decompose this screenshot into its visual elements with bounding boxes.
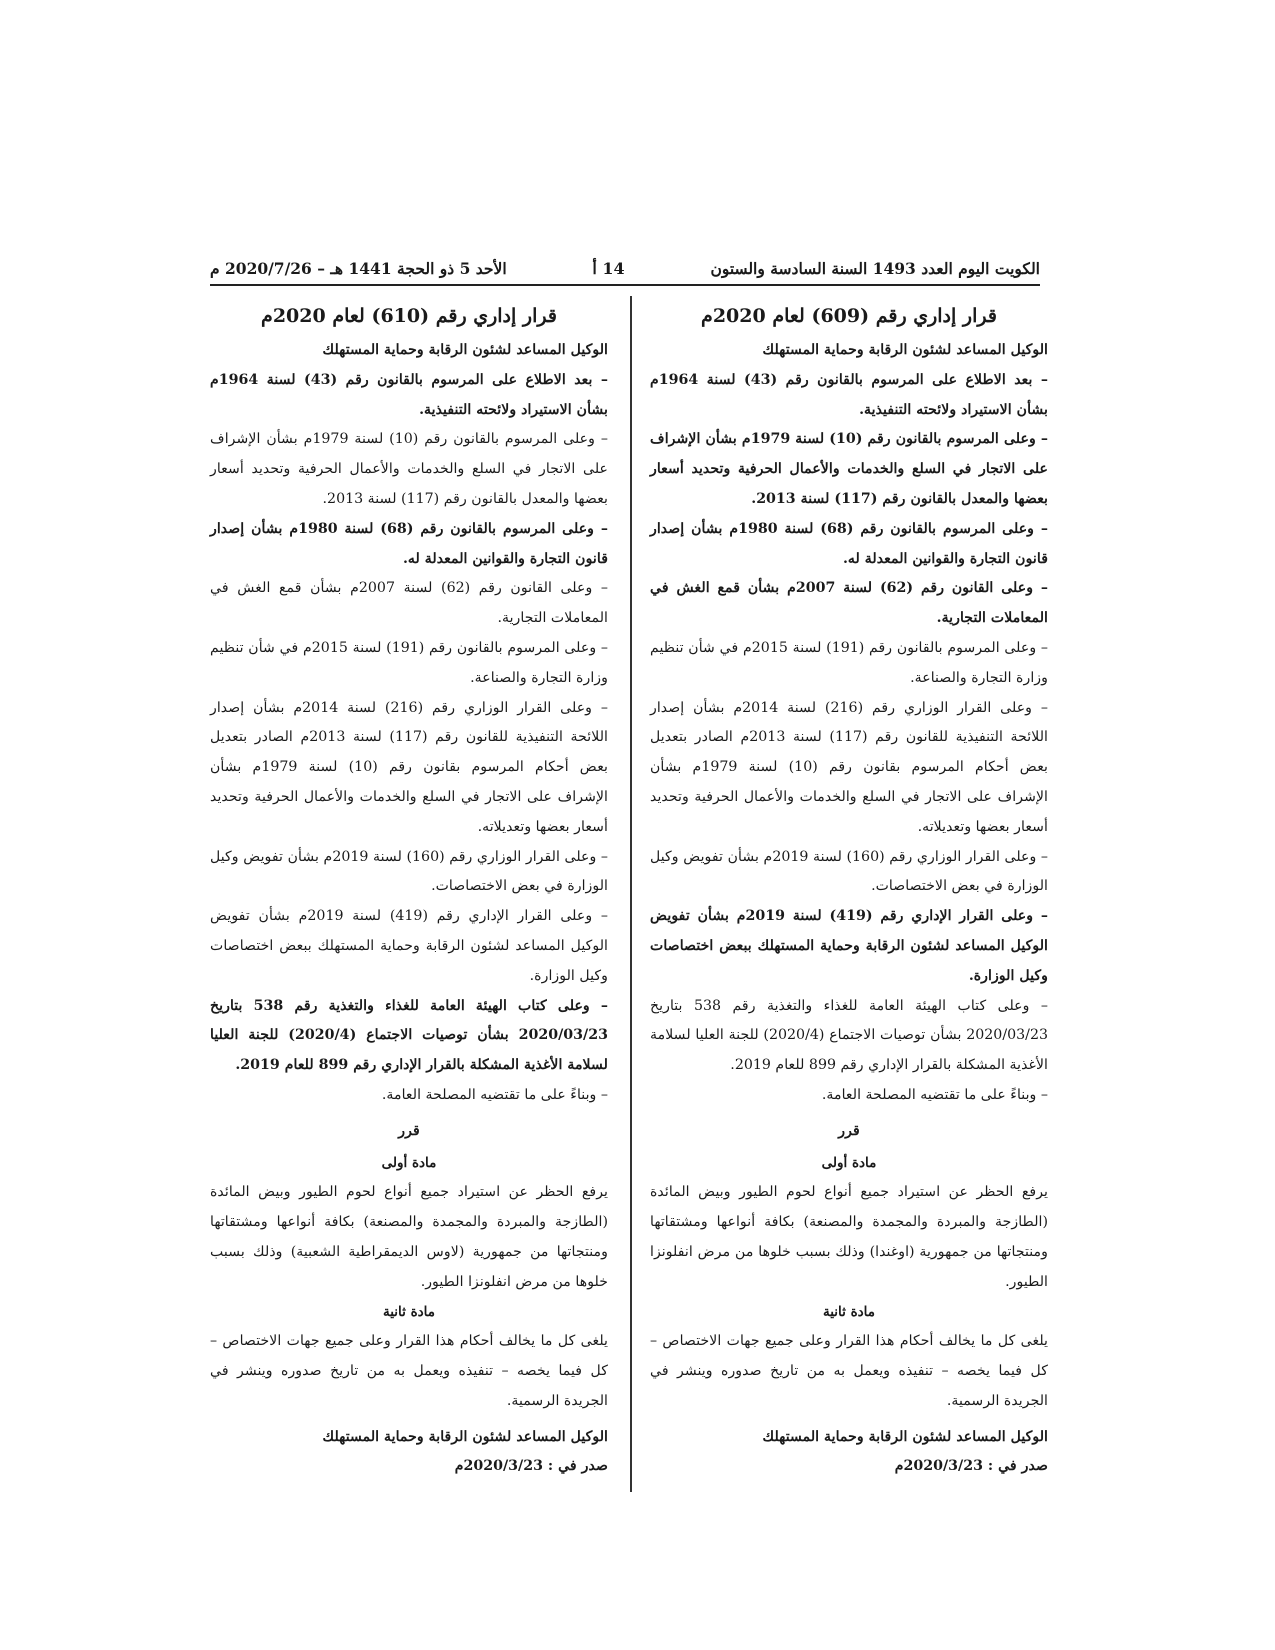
decree-610-preamble: – وعلى المرسوم بالقانون رقم (191) لسنة 2015م في شأن تنظيم وزارة التجارة والصناعة. bbox=[210, 639, 608, 686]
decree-609-issue-date: صدر في : 2020/3/23م bbox=[894, 1458, 1048, 1475]
decree-609-decided: قرر bbox=[838, 1122, 860, 1139]
decree-610-signature: الوكيل المساعد لشئون الرقابة وحماية المستهلك bbox=[322, 1428, 608, 1445]
decree-610-preamble: – وعلى كتاب الهيئة العامة للغذاء والتغذية رقم 538 بتاريخ 2020/03/23 بشأن توصيات الاجتماع (2020/4) للجنة العليا لسلامة الأغذية المشكلة بالقرار الإداري رقم 899 للعام 2019. bbox=[210, 997, 609, 1074]
header-page-number: 14 أ bbox=[592, 258, 625, 278]
decree-610-issuer: الوكيل المساعد لشئون الرقابة وحماية المستهلك bbox=[322, 342, 608, 358]
decree-609-article-2-text: يلغى كل ما يخالف أحكام هذا القرار وعلى جميع جهات الاختصاص – كل فيما يخصه – تنفيذه ويعمل به من تاريخ صدوره وينشر في الجريدة الرسمية. bbox=[650, 1333, 1048, 1409]
decree-609-preamble: – وعلى القرار الوزاري رقم (216) لسنة 2014م بشأن إصدار اللائحة التنفيذية للقانون رقم (117) لسنة 2013م الصادر بتعديل بعض أحكام المرسوم بقانون رقم (10) لسنة 1979م بشأن الإشراف على الاتجار في السلع والخدمات والأعمال الحرفية وتحديد أسعار بعضها وتعديلاته. bbox=[650, 699, 1048, 835]
decree-610-preamble: – وعلى القرار الوزاري رقم (160) لسنة 2019م بشأن تفويض وكيل الوزارة في بعض الاختصاصات. bbox=[210, 848, 609, 895]
decree-610-column bbox=[210, 298, 608, 1482]
page-header bbox=[210, 252, 1040, 286]
decree-610-title: قرار إداري رقم (610) لعام 2020م bbox=[261, 305, 557, 327]
decree-609-issuer: الوكيل المساعد لشئون الرقابة وحماية المستهلك bbox=[762, 342, 1048, 358]
header-date: الأحد 5 ذو الحجة 1441 هـ – 2020/7/26 م bbox=[210, 258, 507, 278]
decree-610-article-2-text: يلغى كل ما يخالف أحكام هذا القرار وعلى جميع جهات الاختصاص – كل فيما يخصه – تنفيذه ويعمل به من تاريخ صدوره وينشر في الجريدة الرسمية. bbox=[210, 1333, 608, 1409]
decree-610-issue-date: صدر في : 2020/3/23م bbox=[454, 1458, 608, 1475]
decree-610-preamble: – بعد الاطلاع على المرسوم بالقانون رقم (43) لسنة 1964م بشأن الاستيراد ولائحته التنفيذية. bbox=[210, 371, 608, 418]
decree-609-preamble: – وعلى القانون رقم (62) لسنة 2007م بشأن قمع الغش في المعاملات التجارية. bbox=[650, 580, 1048, 627]
decree-609-column bbox=[650, 298, 1048, 1482]
decree-609-signature: الوكيل المساعد لشئون الرقابة وحماية المستهلك bbox=[762, 1428, 1048, 1445]
decree-609-preamble: – بعد الاطلاع على المرسوم بالقانون رقم (43) لسنة 1964م بشأن الاستيراد ولائحته التنفيذية. bbox=[650, 371, 1048, 418]
decree-609-preamble: – وبناءً على ما تقتضيه المصلحة العامة. bbox=[821, 1086, 1048, 1103]
decree-610-article-2-title: مادة ثانية bbox=[382, 1303, 436, 1320]
header-gazette-issue: الكويت اليوم العدد 1493 السنة السادسة والستون bbox=[710, 258, 1040, 278]
decree-609-preamble: – وعلى المرسوم بالقانون رقم (191) لسنة 2015م في شأن تنظيم وزارة التجارة والصناعة. bbox=[650, 639, 1048, 686]
decree-609-article-1-text: يرفع الحظر عن استيراد جميع أنواع لحوم الطيور وبيض المائدة (الطازجة والمبردة والمجمدة والمصنعة) بكافة أنواعها ومشتقاتها ومنتجاتها من جمهورية (اوغندا) وذلك بسبب خلوها من مرض انفلونزا الطيور. bbox=[650, 1184, 1048, 1290]
decree-610-article-1-text: يرفع الحظر عن استيراد جميع أنواع لحوم الطيور وبيض المائدة (الطازجة والمبردة والمجمدة والمصنعة) بكافة أنواعها ومشتقاتها ومنتجاتها من جمهورية (لاوس الديمقراطية الشعبية) وذلك بسبب خلوها من مرض انفلونزا الطيور. bbox=[210, 1184, 608, 1290]
column-divider bbox=[630, 296, 632, 1492]
decree-609-preamble: – وعلى المرسوم بالقانون رقم (10) لسنة 1979م بشأن الإشراف على الاتجار في السلع والخدمات والأعمال الحرفية وتحديد أسعار بعضها والمعدل بالقانون رقم (117) لسنة 2013. bbox=[650, 431, 1048, 507]
decree-609-preamble: – وعلى القرار الإداري رقم (419) لسنة 2019م بشأن تفويض الوكيل المساعد لشئون الرقابة وحماية المستهلك ببعض اختصاصات وكيل الوزارة. bbox=[650, 908, 1048, 984]
decree-610-preamble: – وعلى المرسوم بالقانون رقم (10) لسنة 1979م بشأن الإشراف على الاتجار في السلع والخدمات والأعمال الحرفية وتحديد أسعار بعضها والمعدل بالقانون رقم (117) لسنة 2013. bbox=[210, 431, 608, 507]
decree-609-article-2-title: مادة ثانية bbox=[822, 1303, 876, 1320]
decree-610-preamble: – وعلى القرار الوزاري رقم (216) لسنة 2014م بشأن إصدار اللائحة التنفيذية للقانون رقم (117) لسنة 2013م الصادر بتعديل بعض أحكام المرسوم بقانون رقم (10) لسنة 1979م بشأن الإشراف على الاتجار في السلع والخدمات والأعمال الحرفية وتحديد أسعار بعضها وتعديلاته. bbox=[210, 699, 608, 835]
decree-610-preamble: – وبناءً على ما تقتضيه المصلحة العامة. bbox=[381, 1086, 608, 1103]
decree-610-preamble: – وعلى القرار الإداري رقم (419) لسنة 2019م بشأن تفويض الوكيل المساعد لشئون الرقابة وحماية المستهلك ببعض اختصاصات وكيل الوزارة. bbox=[210, 908, 609, 984]
decree-610-preamble: – وعلى القانون رقم (62) لسنة 2007م بشأن قمع الغش في المعاملات التجارية. bbox=[210, 580, 609, 627]
decree-610-decided: قرر bbox=[398, 1122, 420, 1139]
decree-609-article-1-title: مادة أولى bbox=[821, 1154, 877, 1171]
decree-609-preamble: – وعلى المرسوم بالقانون رقم (68) لسنة 1980م بشأن إصدار قانون التجارة والقوانين المعدلة له. bbox=[650, 520, 1048, 567]
decree-610-article-1-title: مادة أولى bbox=[381, 1154, 437, 1171]
decree-609-preamble: – وعلى القرار الوزاري رقم (160) لسنة 2019م بشأن تفويض وكيل الوزارة في بعض الاختصاصات. bbox=[650, 848, 1049, 895]
decree-610-preamble: – وعلى المرسوم بالقانون رقم (68) لسنة 1980م بشأن إصدار قانون التجارة والقوانين المعدلة له. bbox=[210, 520, 608, 567]
decree-609-title: قرار إداري رقم (609) لعام 2020م bbox=[701, 305, 997, 327]
decree-609-preamble: – وعلى كتاب الهيئة العامة للغذاء والتغذية رقم 538 بتاريخ 2020/03/23 بشأن توصيات الاجتماع (2020/4) للجنة العليا لسلامة الأغذية المشكلة بالقرار الإداري رقم 899 للعام 2019. bbox=[650, 997, 1048, 1074]
